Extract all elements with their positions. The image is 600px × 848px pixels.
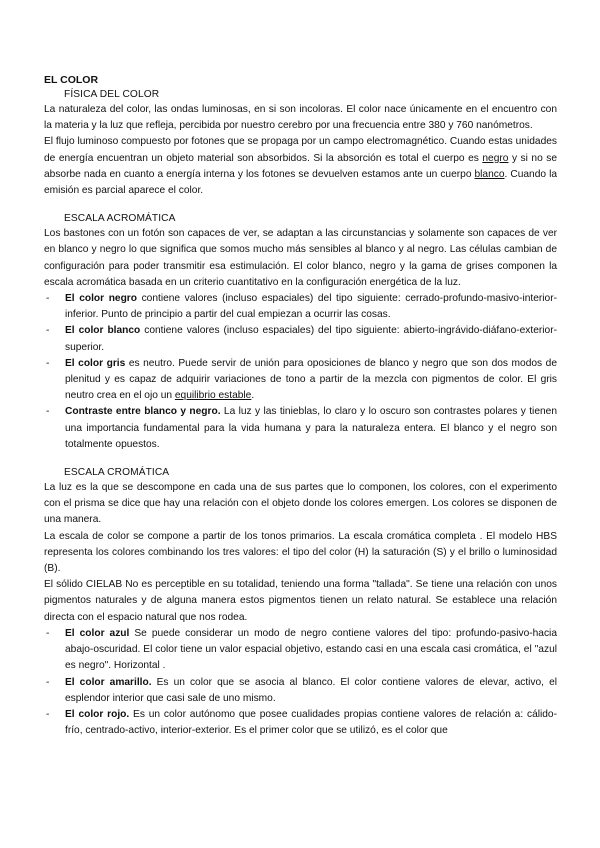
list-dash: - bbox=[46, 325, 50, 337]
document-body bbox=[44, 73, 557, 739]
list-item bbox=[44, 707, 557, 739]
list-dash: - bbox=[46, 406, 50, 418]
item-text: es neutro. Puede servir de unión para oposiciones de blanco y negro que son dos modos de plenitud y es capaz de adquirir variaciones de tono a partir de la mezcla con pigmentos de color. El gris neutro crea en el ojo un bbox=[65, 357, 557, 402]
paragraph-fisica-1: La naturaleza del color, las ondas luminosas, en si son incoloras. El color nace únicamente en el encuentro con la materia y la luz que refleja, percibida por nuestro cerebro por una frecuencia entre 380 y 760 nanómetros. bbox=[44, 104, 557, 132]
item-text-tail: . bbox=[251, 390, 255, 402]
document-title: EL COLOR bbox=[44, 74, 99, 86]
list-item bbox=[44, 404, 557, 453]
item-term: El color rojo. bbox=[65, 708, 130, 720]
item-text: La luz y las tinieblas, lo claro y lo oscuro son contrastes polares y tienen una importancia fundamental para la vida humana y para la naturaleza entera. El blanco y el negro son totalmente opuestos. bbox=[65, 406, 557, 450]
list-dash: - bbox=[46, 708, 50, 720]
paragraph-cromatica-1: La luz es la que se descompone en cada una de sus partes que lo componen, los colores, con el experimento con el prisma se dice que hay una relación con el objeto donde los colores emergen. Los colores se disponen de una manera. bbox=[44, 482, 557, 526]
list-item bbox=[44, 291, 557, 323]
heading-escala-acromatica: ESCALA ACROMÁTICA bbox=[64, 213, 176, 225]
paragraph-cromatica-2: La escala de color se compone a partir de los tonos primarios. La escala cromática completa . El modelo HBS representa los colores combinando los tres valores: el tipo del color (H) la saturación (S) y el brillo o luminosidad (B). bbox=[44, 530, 557, 575]
text-run: El flujo luminoso compuesto por fotones que se propaga por un campo electromagnético. Cuando estas unidades de energía encuentran un objeto material son absorbidos. Si la absorción es total el cuerpo es bbox=[44, 136, 557, 164]
list-item bbox=[44, 626, 557, 675]
list-cromatica bbox=[44, 626, 557, 739]
item-term: El color blanco bbox=[65, 325, 141, 337]
list-dash: - bbox=[46, 627, 50, 639]
item-text: Es un color autónomo que posee cualidades propias contiene valores de relación a: cálido-frío, centrado-activo, interior-exterior. Es el primer color que se utilizó, es el color que bbox=[65, 708, 557, 737]
item-text: contiene valores (incluso espaciales) del tipo siguiente: cerrado-profundo-masivo-interior- inferior. Punto de principio a partir del cual empiezan a ocurrir las cosas. bbox=[65, 293, 557, 321]
underlined-word-blanco: blanco bbox=[474, 168, 505, 180]
paragraph-cromatica-3: El sólido CIELAB No es perceptible en su totalidad, teniendo una forma "tallada". Se tiene una relación con unos pigmentos naturales y de alguna manera estos pigmentos tienen un relato natural. Se establece una relación directa con el espacio natural que nos rodea. bbox=[44, 579, 557, 623]
item-term: El color gris bbox=[65, 357, 126, 369]
item-text: contiene valores (incluso espaciales) del tipo siguiente: abierto-ingrávido-diáfano-exterior-superior. bbox=[65, 325, 557, 353]
list-item bbox=[44, 675, 557, 707]
item-text: Se puede considerar un modo de negro contiene valores del tipo: profundo-pasivo-hacia abajo-oscuridad. El color tiene un valor espacial objetivo, estando casi en una escala casi cromática, el "azul es negro". Horizontal . bbox=[65, 627, 557, 672]
paragraph-fisica-2 bbox=[44, 134, 557, 199]
item-term: El color negro bbox=[65, 293, 137, 305]
paragraph-acromatica-1: Los bastones con un fotón son capaces de ver, se adaptan a las circunstancias y solamente son capaces de ver en blanco y negro lo que significa que somos mucho más sensibles al blanco y al negro. Las células cambian de configuración para poder transmitir esa estimulación. El color blanco, negro y la gama de grises componen la escala acromática basada en un criterio cuantitativo en la configuración energética de la luz. bbox=[44, 228, 557, 288]
text-run: y si no se absorbe nada en cuanto a energía interna y los fotones se devuelven estamos ante un cuerpo bbox=[44, 152, 557, 180]
item-term: El color azul bbox=[65, 627, 130, 639]
item-term: Contraste entre blanco y negro. bbox=[65, 406, 221, 418]
list-dash: - bbox=[46, 293, 50, 305]
underlined-phrase-equilibrio-estable: equilibrio estable bbox=[174, 390, 252, 402]
list-dash: - bbox=[46, 676, 50, 688]
item-term: El color amarillo. bbox=[65, 676, 152, 688]
list-item bbox=[44, 323, 557, 355]
item-text: Es un color que se asocia al blanco. El color contiene valores de elevar, activo, el esplendor interior que casi sale de uno mismo. bbox=[65, 676, 558, 704]
underlined-word-negro: negro bbox=[482, 152, 509, 164]
heading-escala-cromatica: ESCALA CROMÁTICA bbox=[64, 467, 170, 479]
list-item bbox=[44, 356, 557, 405]
list-acromatica bbox=[44, 291, 557, 453]
text-run: . Cuando la emisión es parcial aparece el color. bbox=[44, 168, 557, 197]
list-dash: - bbox=[46, 357, 50, 369]
heading-fisica-del-color: FÍSICA DEL COLOR bbox=[64, 89, 160, 100]
